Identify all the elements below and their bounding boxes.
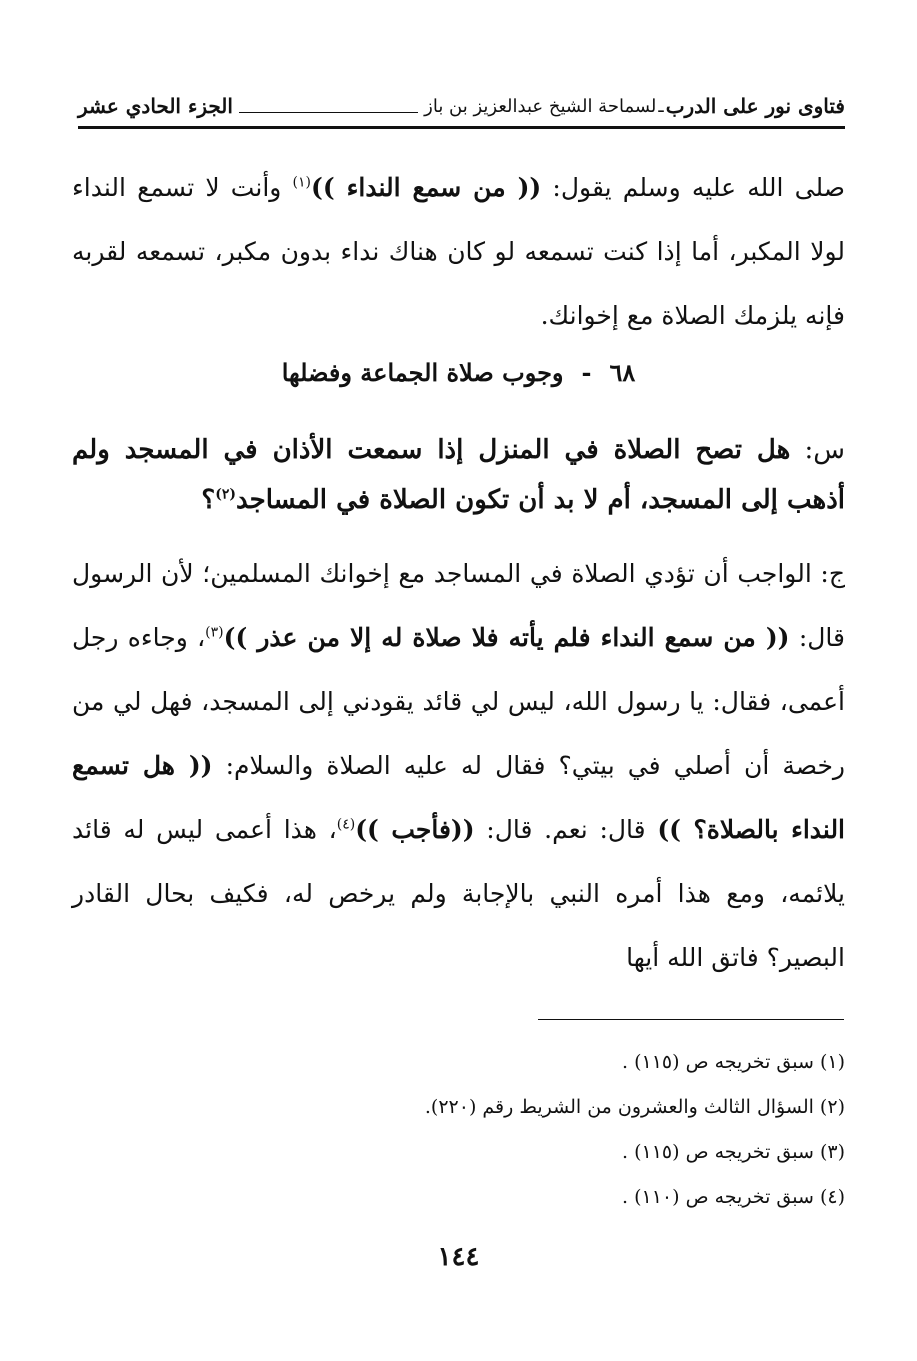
question-block: [72, 425, 845, 525]
section-title: وجوب صلاة الجماعة وفضلها: [281, 358, 564, 387]
section-dash: -: [581, 358, 592, 387]
footnotes: [72, 1040, 845, 1220]
footnote-ref-3: (٣): [205, 624, 224, 641]
question-end: ؟: [201, 485, 216, 515]
answer-text-d: ، هذا أعمى ليس له قائد يلائمه، ومع هذا أمره النبي بالإجابة ولم يرخص له، فكيف بحال القادر البصير؟ فاتق الله أيها: [72, 815, 845, 972]
paragraph-1-text-b: وأنت لا تسمع النداء لولا المكبر، أما إذا كنت تسمعه لو كان هناك نداء بدون مكبر، تسمعه لقربه فإنه يلزمك الصلاة مع إخوانك.: [72, 173, 845, 330]
book-title: فتاوى نور على الدرب: [665, 94, 845, 118]
footnote-ref-1: (١): [292, 174, 312, 191]
footnote-3: (٣) سبق تخريجه ص (١١٥) .: [622, 1141, 845, 1163]
running-header: [78, 86, 845, 129]
hadith-quote-2: (( من سمع النداء فلم يأته فلا صلاة له إلا من عذر )): [223, 623, 790, 652]
section-heading: [72, 358, 845, 387]
section-number: ٦٨: [609, 358, 636, 387]
hadith-quote-1: (( من سمع النداء )): [311, 173, 542, 202]
question-text: هل تصح الصلاة في المنزل إذا سمعت الأذان في المسجد ولم أذهب إلى المسجد، أم لا بد أن تكون الصلاة في المساجد: [72, 435, 845, 515]
footnote-ref-2: (٢): [215, 486, 237, 503]
hadith-quote-3: (( هل تسمع النداء بالصلاة؟ )): [72, 751, 846, 844]
header-rule: [239, 100, 418, 113]
paragraph-1: [72, 156, 845, 348]
answer-paragraph: [72, 542, 845, 990]
paragraph-1-text-a: صلى الله عليه وسلم يقول:: [541, 173, 846, 202]
header-dash: ـ: [658, 95, 664, 117]
author-name: لسماحة الشيخ عبدالعزيز بن باز: [424, 95, 657, 117]
footnote-1: (١) سبق تخريجه ص (١١٥) .: [622, 1051, 845, 1073]
footnote-separator: [538, 1019, 844, 1020]
hadith-quote-4: ((فأجب )): [355, 815, 475, 844]
answer-text-b: ، وجاءه رجل أعمى، فقال: يا رسول الله، ليس لي قائد يقودني إلى المسجد، فهل لي من رخصة أن أصلي في بيتي؟ فقال له عليه الصلاة والسلام:: [72, 623, 846, 780]
page-number: ١٤٤: [437, 1242, 480, 1272]
volume-label: الجزء الحادي عشر: [78, 94, 233, 118]
footnote-2: (٢) السؤال الثالث والعشرون من الشريط رقم (٢٢٠).: [424, 1096, 845, 1118]
footnote-ref-4: (٤): [336, 816, 356, 833]
question-prefix: س:: [790, 435, 846, 465]
answer-text-c: قال: نعم. قال:: [474, 815, 658, 844]
answer-text-a: ج: الواجب أن تؤدي الصلاة في المساجد مع إخوانك المسلمين؛ لأن الرسول قال:: [72, 559, 845, 652]
footnote-4: (٤) سبق تخريجه ص (١١٠) .: [622, 1186, 845, 1208]
